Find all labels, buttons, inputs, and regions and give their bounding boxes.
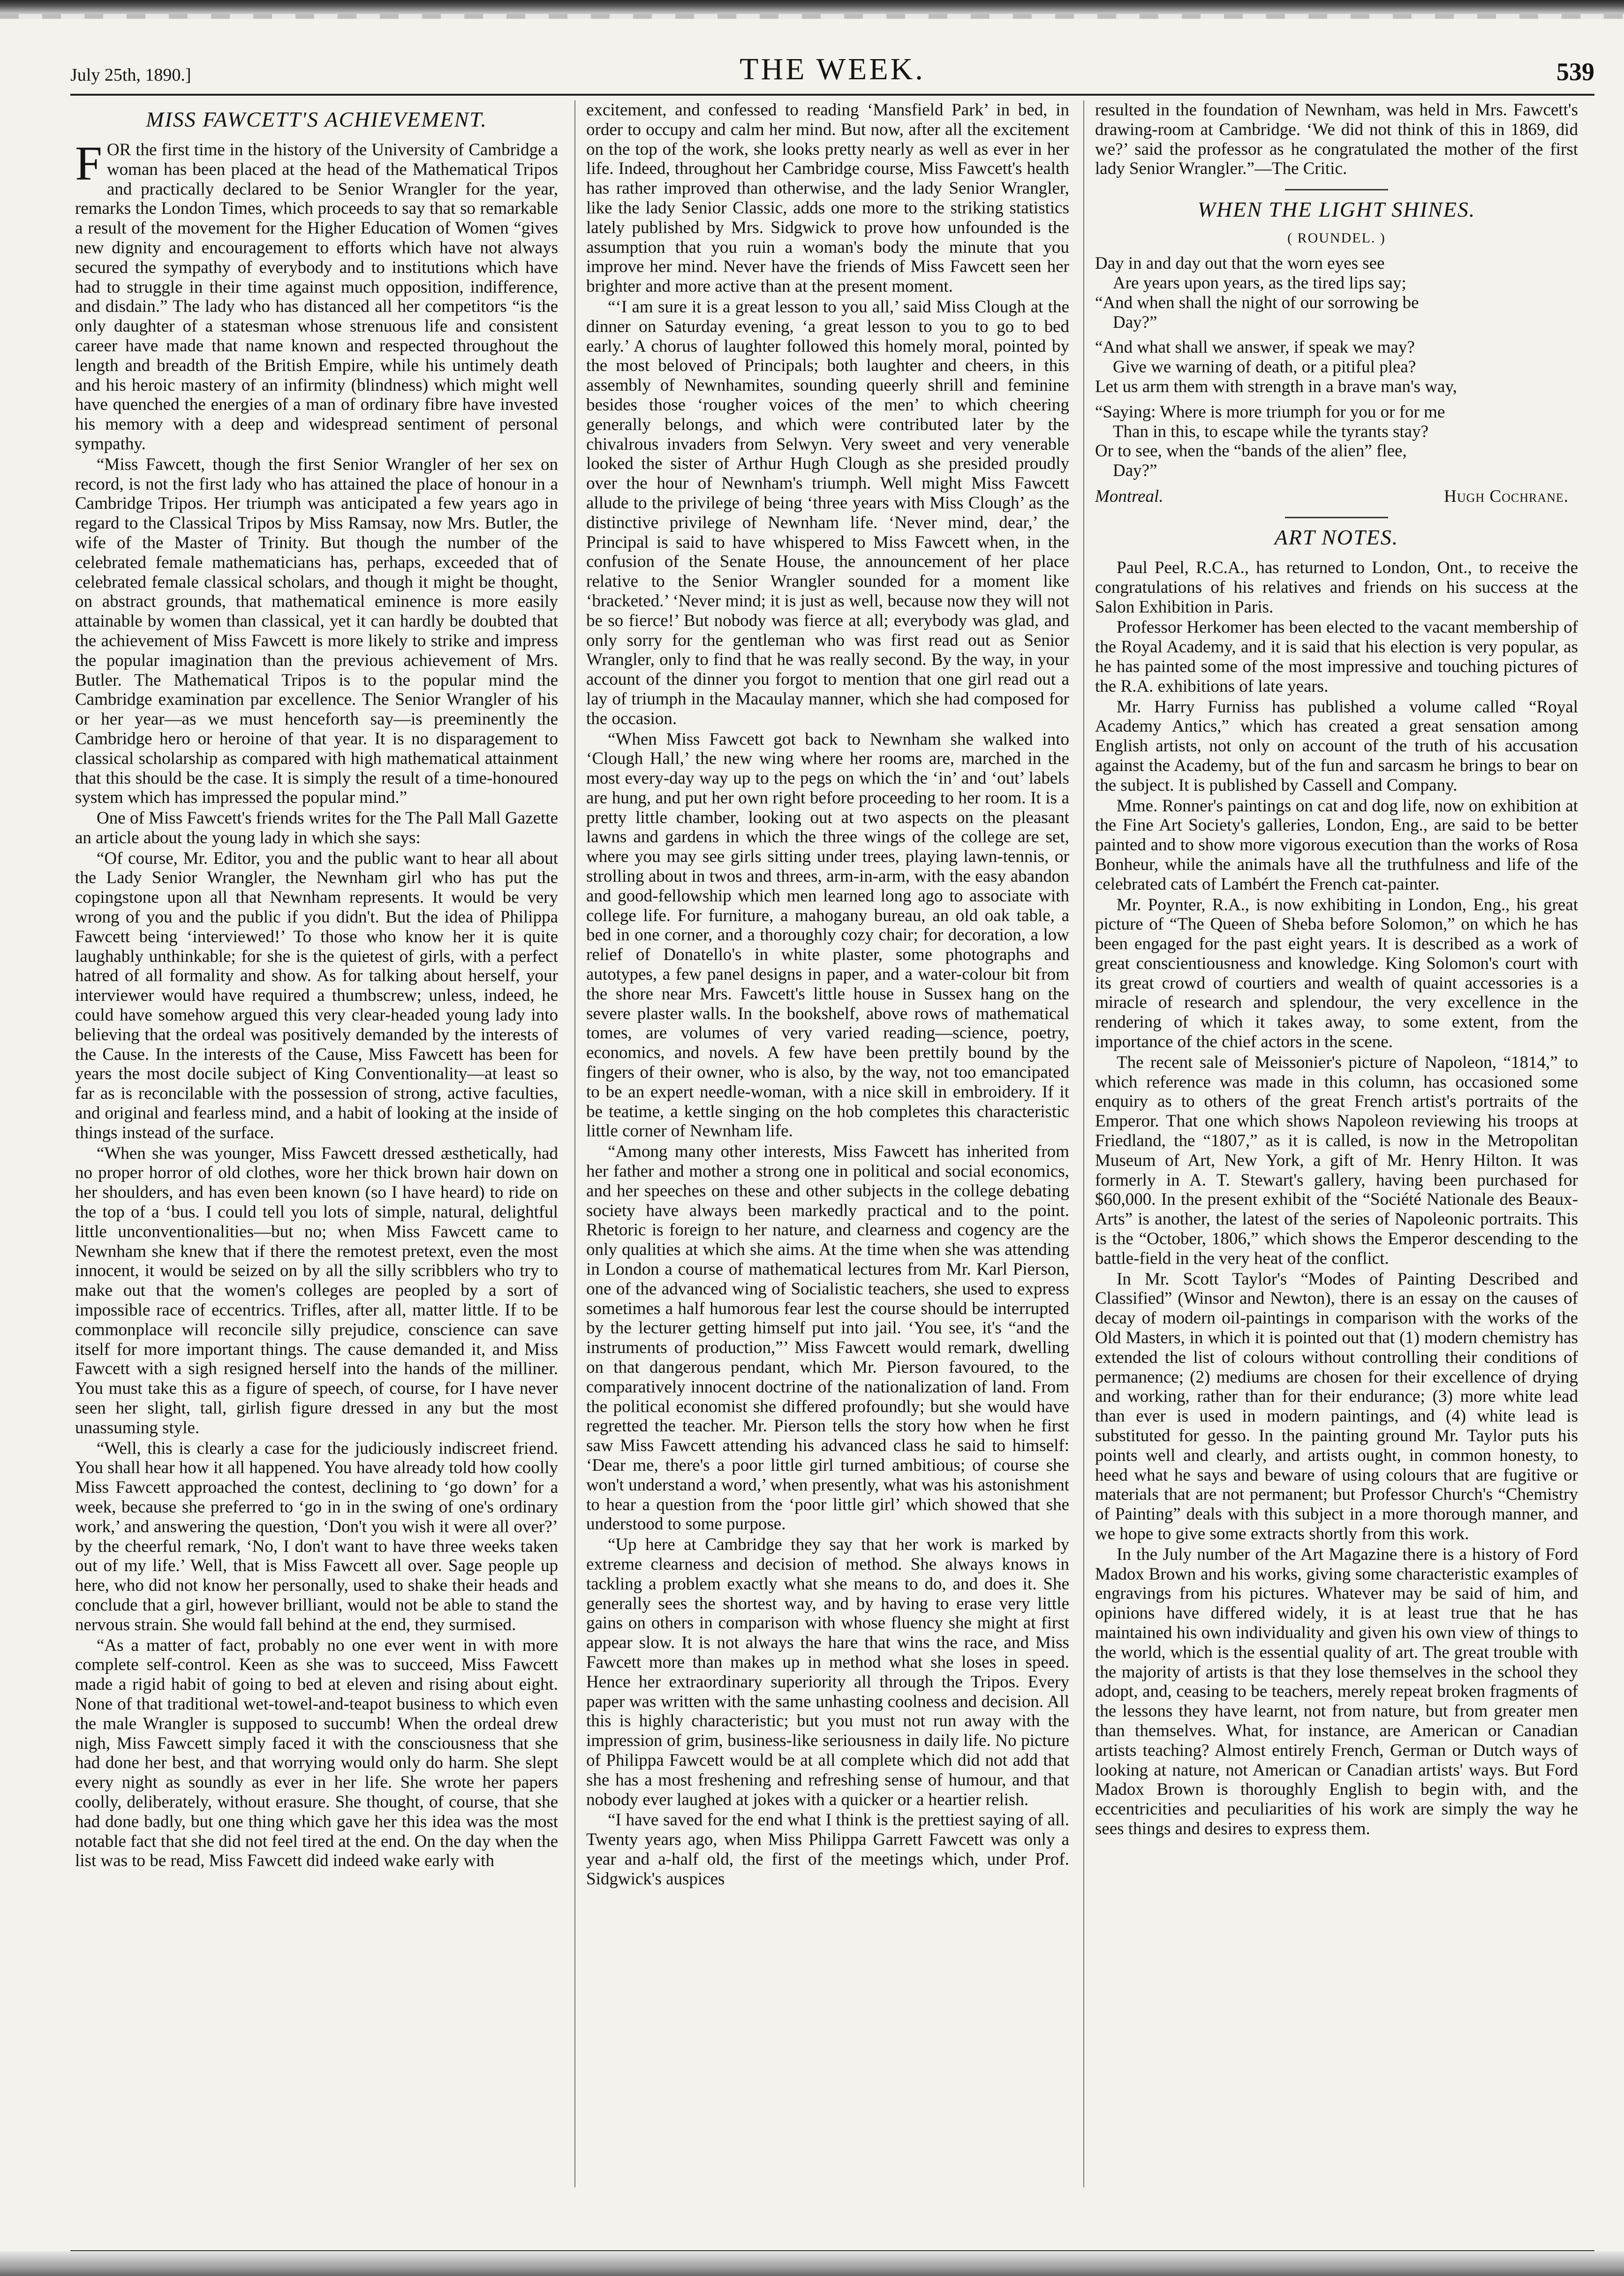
article-paragraph: “I have saved for the end what I think is the prettiest saying of all. Twenty years ago, when Miss Philippa Garrett Fawcett was only a year and a-half old, the first of the meetings which, under Prof. Sidgwick's auspices — [586, 1810, 1069, 1889]
art-note: Mr. Poynter, R.A., is now exhibiting in London, Eng., his great picture of “The Queen of Sheba before Solomon,” on which he has been engaged for the past eight years. It is described as a work of great conscientiousness and knowledge. King Solomon's court with its great crowd of courtiers and wealth of quaint accessories is a miracle of research and splendour, the very excellence in the rendering of which it takes away, to some extent, from the importance of the chief actors in the scene. — [1095, 895, 1578, 1052]
poem-place: Montreal. — [1095, 486, 1163, 506]
article-paragraph: resulted in the foundation of Newnham, was held in Mrs. Fawcett's drawing-room at Cambridge. ‘We did not think of this in 1869, did we?’ said the professor as he congratulated the mother of the first lady Senior Wrangler.”—The Critic. — [1095, 100, 1578, 179]
poem-stanza — [1095, 402, 1578, 481]
section-divider — [1285, 189, 1388, 190]
column-2 — [586, 100, 1069, 2239]
poem-author: Hugh Cochrane. — [1444, 486, 1569, 506]
poem-line: “And what shall we answer, if speak we may? — [1095, 338, 1415, 357]
poem-title: WHEN THE LIGHT SHINES. — [1197, 197, 1476, 222]
poem-subtitle: ( ROUNDEL. ) — [1287, 230, 1386, 246]
poem-line: Give we warning of death, or a pitiful plea? — [1113, 357, 1416, 377]
poem-line: Than in this, to escape while the tyrants stay? — [1113, 422, 1429, 441]
drop-cap: F — [75, 136, 102, 190]
art-note: The recent sale of Meissonier's picture of Napoleon, “1814,” to which reference was made in this column, has occasioned some enquiry as to others of the great French artist's portraits of the Emperor. That one which shows Napoleon reviewing his troops at Friedland, the “1807,” as it is called, is now in the Metropolitan Museum of Art, New York, a gift of Mr. Henry Hilton. It was formerly in A. T. Stewart's gallery, having been purchased for $60,000. In the present exhibit of the “Société Nationale des Beaux-Arts” is another, the latest of the series of Napoleonic portraits. This is the “October, 1806,” which shows the Emperor descending to the battle-field in the very heat of the conflict. — [1095, 1052, 1578, 1268]
article-title: MISS FAWCETT'S ACHIEVEMENT. — [146, 107, 487, 131]
article-paragraph: “Of course, Mr. Editor, you and the public want to hear all about the Lady Senior Wrangler, the Newnham girl who has put the copingstone upon all that Newnham represents. It would be very wrong of you and the public if you didn't. But the idea of Philippa Fawcett being ‘interviewed!’ To those who know her it is quite laughably unthinkable; for she is the quietest of girls, with a perfect hatred of all formality and show. As for talking about herself, your interviewer would have required a thumbscrew; unless, indeed, he could have somehow argued this very clear-headed young lady into believing that the ordeal was positively demanded by the interests of the Cause. In the interests of the Cause, Miss Fawcett has been for years the most docile subject of King Conventionality—at least so far as is reconcilable with the possession of strong, active faculties, and original and fearless mind, and a habit of looking at the inside of things instead of the surface. — [75, 848, 558, 1142]
article-paragraph: “As a matter of fact, probably no one ever went in with more complete self-control. Keen as she was to succeed, Miss Fawcett made a rigid habit of going to bed at eleven and rising about eight. None of that traditional wet-towel-and-teapot business to which even the male Wrangler is supposed to succumb! When the ordeal drew nigh, Miss Fawcett simply faced it with the consciousness that she had done her best, and that worrying would only do harm. She slept every night as soundly as ever in her life. She wrote her papers coolly, deliberately, without erasure. She thought, of course, that she had done badly, but one thing which gave her this idea was the most notable fact that she did not feel tired at the end. On the day when the list was to be read, Miss Fawcett did indeed wake early with — [75, 1635, 558, 1871]
masthead-title: THE WEEK. — [740, 52, 925, 86]
scan-top-edge — [0, 0, 1624, 14]
poem-stanza — [1095, 254, 1578, 332]
column-divider — [574, 100, 575, 2187]
poem-line: “And when shall the night of our sorrowing be — [1095, 293, 1419, 312]
article-paragraph: “Well, this is clearly a case for the judiciously indiscreet friend. You shall hear how it all happened. You have already told how coolly Miss Fawcett approached the contest, declining to ‘go down’ for a week, because she preferred to ‘go in in the swing of one's ordinary work,’ and answering the question, ‘Don't you wish it were all over?’ by the cheerful remark, ‘No, I don't want to have three weeks taken out of my life.’ Well, that is Miss Fawcett all over. Sage people up here, who did not know her personally, used to shake their heads and conclude that a girl, however brilliant, would not be able to stand the nervous strain. She would fall behind at the end, they surmised. — [75, 1438, 558, 1634]
page-header — [70, 52, 1594, 89]
article-paragraph: “Up here at Cambridge they say that her work is marked by extreme clearness and decision of method. She always knows in tackling a problem exactly what she means to do, and does it. She generally sees the shortest way, and by having to erase very little gains on others in comparison with whose fluency she might at first appear slow. It is not always the hare that wins the race, and Miss Fawcett more than makes up in method what she loses in speed. Hence her extraordinary superiority all through the Tripos. Every paper was written with the same unhasting coolness and decision. All this is highly characteristic; but you must not run away with the impression of grim, business-like seriousness in daily life. No picture of Philippa Fawcett would be at all complete which did not add that she has a most freshening and refreshing sense of humour, and that nobody ever laughed at jokes with a quicker or a heartier relish. — [586, 1535, 1069, 1809]
poem-line: “Saying: Where is more triumph for you or for me — [1095, 402, 1445, 422]
poem-line: Day?” — [1113, 461, 1157, 481]
article-paragraph — [75, 136, 558, 454]
header-rule — [70, 94, 1594, 96]
paragraph-text: OR the first time in the history of the University of Cambridge a woman has been placed at the head of the Mathematical Tripos and practically declared to be Senior Wrangler for the year, remarks the London Times, which proceeds to say that so remarkable a result of the movement for the Higher Education of Women “gives new dignity and encouragement to efforts which have not always secured the sympathy of everybody and to institutions which have had to struggle in their time against much opposition, indifference, and disdain.” The lady who has distanced all her competitors “is the only daughter of a statesman whose strenuous life and consistent career have made that name known and respected throughout the length and breadth of the British Empire, while his untimely death and his heroic mastery of an infirmity (blindness) which might well have quenched the energies of a man of ordinary fibre have invested his memory with a deep and widespread sentiment of personal sympathy. — [75, 140, 558, 454]
poem-line: Let us arm them with strength in a brave man's way, — [1095, 377, 1457, 396]
article-paragraph: excitement, and confessed to reading ‘Mansfield Park’ in bed, in order to occupy and calm her mind. But now, after all the excitement on the top of the work, she looks pretty nearly as well as ever in her life. Indeed, throughout her Cambridge course, Miss Fawcett's health has rather improved than otherwise, and the lady Senior Wrangler, like the lady Senior Classic, adds one more to the striking statistics lately published by Mrs. Sidgwick to prove how unfounded is the assumption that you ruin a woman's body the minute that you improve her mind. Never have the friends of Miss Fawcett seen her brighter and more active than at the present moment. — [586, 100, 1069, 296]
poem-line: Or to see, when the “bands of the alien” flee, — [1095, 441, 1407, 461]
scan-bottom-edge — [0, 2251, 1624, 2276]
art-note: Mr. Harry Furniss has published a volume called “Royal Academy Antics,” which has created a great sensation among English artists, not only on account of the truth of his accusation against the Academy, but of the fun and sarcasm he brings to bear on the subject. It is published by Cassell and Company. — [1095, 697, 1578, 795]
scan-top-strip — [0, 14, 1624, 19]
column-3 — [1095, 100, 1578, 2239]
section-divider — [1285, 517, 1388, 518]
article-paragraph: One of Miss Fawcett's friends writes for the The Pall Mall Gazette an article about the young lady in which she says: — [75, 809, 558, 847]
column-1 — [75, 100, 558, 2239]
poem-signature — [1095, 486, 1578, 507]
column-divider — [1083, 100, 1084, 2187]
article-paragraph: “Miss Fawcett, though the first Senior Wrangler of her sex on record, is not the first lady who has attained the place of honour in a Cambridge Tripos. Her triumph was anticipated a few years ago in regard to the Classical Tripos by Miss Ramsay, now Mrs. Butler, the wife of the Master of Trinity. But though the number of the celebrated female mathematicians has, perhaps, exceeded that of celebrated female classical scholars, and though it might be thought, on abstract grounds, that mathematical eminence is more easily attainable by women than classical, yet it can hardly be doubted that the achievement of Miss Fawcett is more likely to strike and impress the popular imagination than the previous achievement of Mrs. Butler. The Mathematical Tripos is to the popular mind the Cambridge examination par excellence. The Senior Wrangler of his or her year—as we must henceforth say—is preeminently the Cambridge hero or heroine of that year. It is no disparagement to classical scholarship as compared with high mathematical attainment that this should be the case. It is simply the result of a time-honoured system which has impressed the popular mind.” — [75, 454, 558, 808]
poem-line: Day in and day out that the worn eyes see — [1095, 254, 1385, 273]
art-note: In Mr. Scott Taylor's “Modes of Painting Described and Classified” (Winsor and Newton), there is an essay on the causes of decay of modern oil-paintings in comparison with the works of the Old Masters, in which it is pointed out that (1) modern chemistry has extended the list of colours without controlling their conditions of permanence; (2) mediums are chosen for their excellence of drying and working, rather than for their endurance; (3) more white lead than ever is used in modern paintings, and (4) white lead is substituted for gesso. In the painting ground Mr. Taylor puts his points well and clearly, and artists ought, in common honesty, to heed what he says and beware of using colours that are fugitive or materials that are not permanent; but Professor Church's “Chemistry of Painting” deals with this subject in a more thorough manner, and we hope to give some extracts shortly from this work. — [1095, 1269, 1578, 1543]
section-title: ART NOTES. — [1274, 525, 1399, 549]
article-paragraph: “When she was younger, Miss Fawcett dressed æsthetically, had no proper horror of old clothes, wore her thick brown hair down on her shoulders, and has even been known (so I have heard) to ride on the top of a ‘bus. I could tell you lots of simple, natural, delightful little unconventionalities—but no; when Miss Fawcett came to Newnham she knew that if there the remotest pretext, even the most innocent, it would be seized on by all the silly scribblers who try to make out that the women's colleges are peopled by a sort of impossible race of eccentrics. Trifles, after all, matter little. If to be commonplace will reconcile silly prejudice, conscience can save itself for more important things. The cause demanded it, and Miss Fawcett with a sigh resigned herself into the hands of the milliner. You must take this as a figure of speech, of course, for I have never seen her slight, tall, girlish figure dressed in any but the most unassuming style. — [75, 1143, 558, 1437]
article-paragraph: “When Miss Fawcett got back to Newnham she walked into ‘Clough Hall,’ the new wing where her rooms are, marched in the most every-day way up to the pegs on which the ‘in’ and ‘out’ labels are hung, and put her own right before proceeding to her room. It is a pretty little chamber, looking out at two aspects on the pleasant lawns and gardens in which the three wings of the college are set, where you may see girls sitting under trees, playing lawn-tennis, or strolling about in twos and threes, arm-in-arm, with the easy abandon and good-fellowship which men learned long ago to associate with college life. For furniture, a mahogany bureau, an old oak table, a bed in one corner, and a thoroughly cozy chair; for decoration, a low relief of Donatello's in white plaster, some photographs and autotypes, a few panel designs in paper, and a water-colour bit from the shore near Mrs. Fawcett's little house in Sussex hang on the severe plaster walls. In the bookshelf, above rows of mathematical tomes, are volumes of very varied reading—science, poetry, economics, and novels. A few have been prettily bound by the fingers of their owner, who is also, by the way, not too emancipated to be an expert needle-woman, with a nice skill in embroidery. If it be teatime, a kettle singing on the hob completes this characteristic little corner of Newnham life. — [586, 729, 1069, 1141]
art-note: Mme. Ronner's paintings on cat and dog life, now on exhibition at the Fine Art Society's galleries, London, Eng., are said to be better painted and to show more vigorous execution than the works of Rosa Bonheur, while the animals have all the truthfulness and life of the celebrated cats of Lambért the French cat-painter. — [1095, 796, 1578, 894]
issue-date: July 25th, 1890.] — [70, 65, 191, 85]
article-paragraph: “‘I am sure it is a great lesson to you all,’ said Miss Clough at the dinner on Saturday evening, ‘a great lesson to you to go to bed early.’ A chorus of laughter followed this homely moral, pointed by the most beloved of Principals; both laughter and cheers, in this assembly of Newnhamites, sounding queerly shrill and feminine besides those ‘rougher voices of the men’ to which cheering generally belongs, and which were contributed later by the chivalrous invaders from Selwyn. Very sweet and very venerable looked the sister of Arthur Hugh Clough as she presided proudly over the hour of Newnham's triumph. Well might Miss Fawcett allude to the privilege of being ‘three years with Miss Clough’ as the distinctive privilege of Newnham life. ‘Never mind, dear,’ the Principal is said to have whispered to Miss Fawcett when, in the confusion of the Senate House, the announcement of her place relative to the Senior Wrangler sounded for a moment like ‘bracketed.’ ‘Never mind; it is just as well, because now they will not be so fierce!’ But nobody was fierce at all; everybody was glad, and only sorry for the gentleman who was first read out as Senior Wrangler, only to find that he was really second. By the way, in your account of the dinner you forgot to mention that one girl read out a lay of triumph in the Macaulay manner, which she had composed for the occasion. — [586, 297, 1069, 728]
article-paragraph: “Among many other interests, Miss Fawcett has inherited from her father and mother a strong one in political and social economics, and her speeches on these and other subjects in the college debating society have always been markedly practical and to the point. Rhetoric is foreign to her nature, and clearness and cogency are the only qualities at which she aims. At the time when she was attending in London a course of mathematical lectures from Mr. Karl Pierson, one of the advanced wing of Socialistic teachers, she used to express sometimes a half humorous fear lest the course should be interrupted by the lecturer getting himself put into jail. ‘You see, it's “and the instruments of production,”’ Miss Fawcett would remark, dwelling on that dangerous pendant, which Mr. Pierson favoured, to the comparatively innocent doctrine of the nationalization of land. From the political economist she differed profoundly; but she would have regretted the teacher. Mr. Pierson tells the story how when he first saw Miss Fawcett attending his advanced class he said to himself: ‘Dear me, there's a poor little girl turned ambitious; of course she won't understand a word,’ when presently, what was his astonishment to hear a question from the ‘poor little girl’ which showed that she understood to some purpose. — [586, 1142, 1069, 1534]
poem-stanza — [1095, 338, 1578, 396]
poem-line: Are years upon years, as the tired lips say; — [1113, 273, 1406, 293]
page-number: 539 — [1556, 58, 1594, 86]
art-note: Paul Peel, R.C.A., has returned to London, Ont., to receive the congratulations of his relatives and friends on his success at the Salon Exhibition in Paris. — [1095, 558, 1578, 617]
art-note: Professor Herkomer has been elected to the vacant membership of the Royal Academy, and it is said that his election is very popular, as he has painted some of the most impressive and touching pictures of the R.A. exhibitions of late years. — [1095, 618, 1578, 696]
art-note: In the July number of the Art Magazine there is a history of Ford Madox Brown and his works, giving some characteristic examples of engravings from his pictures. Whatever may be said of him, and opinions have differed widely, it is at least true that he has maintained his own individuality and given his own view of things to the world, which is the essential quality of art. The great trouble with the majority of artists is that they lose themselves in the school they adopt, and, ceasing to be teachers, merely repeat broken fragments of the lessons they have learnt, not from nature, but from greater men than themselves. What, for instance, are American or Canadian artists teaching? Almost entirely French, German or Dutch ways of looking at nature, not American or Canadian artists' ways. But Ford Madox Brown is thoroughly English to begin with, and the eccentricities and peculiarities of his work are simply the way he sees things and desires to express them. — [1095, 1544, 1578, 1838]
poem-line: Day?” — [1113, 312, 1157, 332]
